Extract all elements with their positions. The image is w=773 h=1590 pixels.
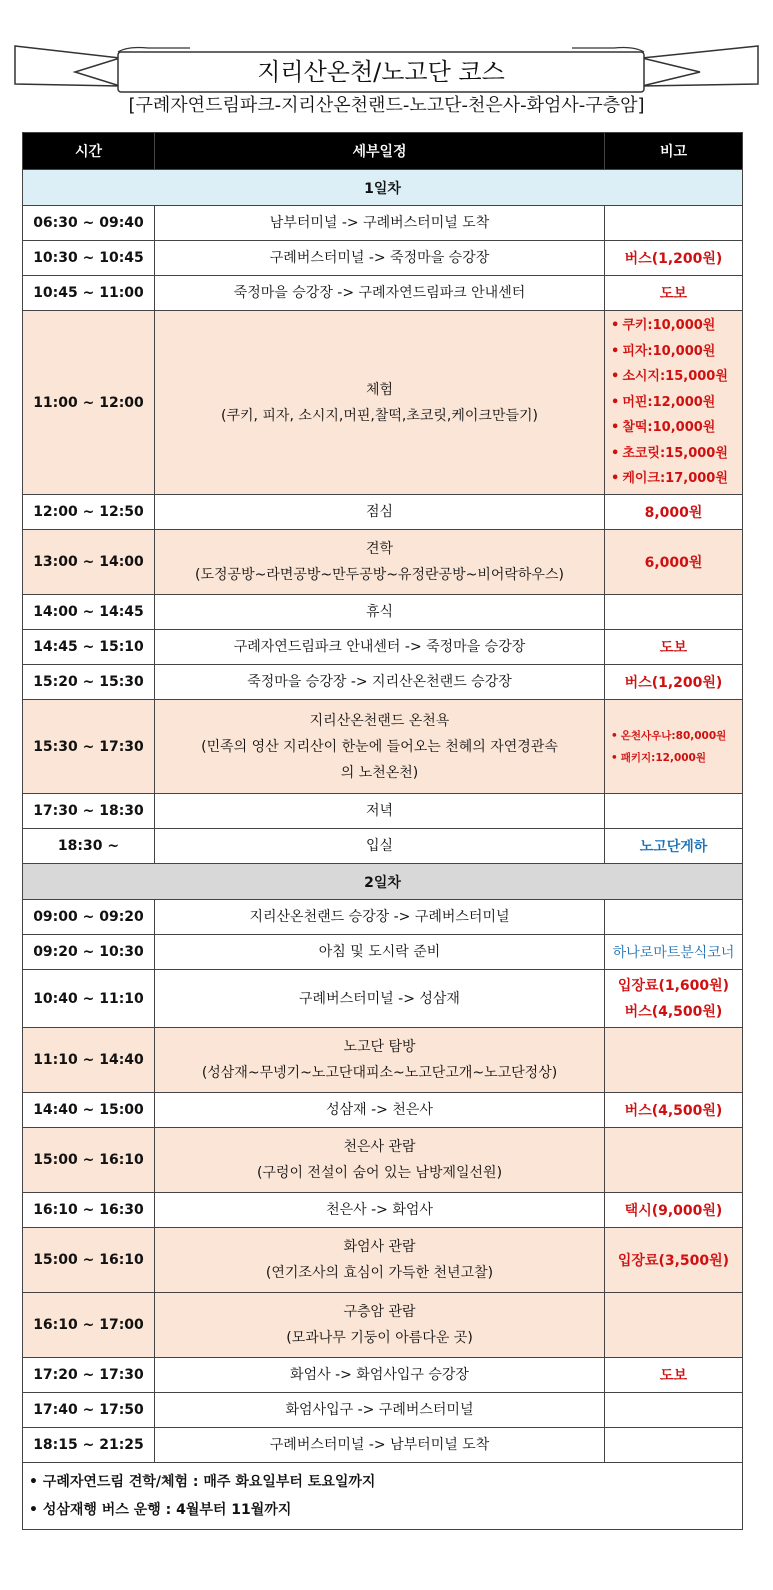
- note-cell: 입장료(3,500원): [605, 1228, 743, 1293]
- note-cell: 도보: [605, 630, 743, 665]
- detail-cell: [155, 1193, 605, 1228]
- note-cell: [605, 970, 743, 1028]
- note-cell: 8,000원: [605, 495, 743, 530]
- price-item: • 케이크:17,000원: [611, 471, 728, 487]
- detail-cell: [155, 1358, 605, 1393]
- table-row: [23, 311, 743, 495]
- table-row: [23, 1393, 743, 1428]
- detail-cell: [155, 206, 605, 241]
- detail-line: 성삼재 -> 천은사: [326, 1102, 433, 1118]
- table-row: [23, 935, 743, 970]
- detail-line: (쿠키, 피자, 소시지,머핀,찰떡,초코릿,케이크만들기): [220, 407, 538, 424]
- table-row: [23, 665, 743, 700]
- detail-line: 노고단 탐방: [343, 1039, 416, 1055]
- note-cell: 버스(1,200원): [605, 665, 743, 700]
- time-cell: 11:10 ~ 14:40: [23, 1028, 155, 1093]
- detail-line: 구례자연드림파크 안내센터 -> 죽정마을 승강장: [233, 639, 526, 655]
- table-row: [23, 794, 743, 829]
- table-row: [23, 206, 743, 241]
- table-row: [23, 1228, 743, 1293]
- detail-line: 구례버스터미널 -> 죽정마을 승강장: [269, 250, 490, 266]
- time-cell: 14:45 ~ 15:10: [23, 630, 155, 665]
- price-item: • 소시지:15,000원: [611, 369, 728, 385]
- detail-line: 죽정마을 승강장 -> 구례자연드림파크 안내센터: [233, 285, 526, 301]
- bullet-icon: •: [611, 369, 620, 385]
- price-item: • 피자:10,000원: [611, 343, 716, 359]
- detail-cell: [155, 665, 605, 700]
- table-row: [23, 595, 743, 630]
- time-cell: 14:40 ~ 15:00: [23, 1093, 155, 1128]
- detail-cell: [155, 1228, 605, 1293]
- price-item: • 찰떡:10,000원: [611, 420, 716, 436]
- footer-note: • 성삼재행 버스 운행 : 4월부터 11월까지: [29, 1502, 292, 1518]
- page-title: 지리산온천/노고단 코스: [257, 58, 505, 86]
- time-cell: 11:00 ~ 12:00: [23, 311, 155, 495]
- detail-line: 구층암 관람: [343, 1304, 416, 1320]
- detail-line: (모과나무 기둥이 아름다운 곳): [286, 1330, 473, 1346]
- detail-cell: [155, 495, 605, 530]
- note-cell: 도보: [605, 1358, 743, 1393]
- table-row: [23, 1093, 743, 1128]
- bullet-icon: •: [611, 420, 620, 436]
- note-cell: [605, 1028, 743, 1093]
- note-cell: 6,000원: [605, 530, 743, 595]
- detail-cell: [155, 1393, 605, 1428]
- detail-line: 견학: [365, 541, 394, 557]
- detail-line: 천은사 관람: [343, 1139, 416, 1155]
- day2-label: 2일차: [23, 864, 743, 900]
- time-cell: 10:45 ~ 11:00: [23, 276, 155, 311]
- time-cell: 18:15 ~ 21:25: [23, 1428, 155, 1463]
- time-cell: 17:20 ~ 17:30: [23, 1358, 155, 1393]
- detail-line: 휴식: [365, 604, 394, 620]
- detail-line: 지리산온천랜드 온천욕: [309, 712, 450, 729]
- day1-label: 1일차: [23, 170, 743, 206]
- time-cell: 18:30 ~: [23, 829, 155, 864]
- detail-cell: [155, 630, 605, 665]
- note-cell: [605, 1293, 743, 1358]
- time-cell: 15:00 ~ 16:10: [23, 1228, 155, 1293]
- bullet-icon: •: [611, 343, 620, 359]
- table-row: [23, 970, 743, 1028]
- note-cell: [605, 794, 743, 829]
- detail-cell: [155, 311, 605, 495]
- detail-line: 저녁: [365, 803, 394, 819]
- price-list: [605, 725, 742, 769]
- detail-cell: [155, 276, 605, 311]
- note-cell: 노고단게하: [605, 829, 743, 864]
- time-cell: 17:40 ~ 17:50: [23, 1393, 155, 1428]
- note-cell: 택시(9,000원): [605, 1193, 743, 1228]
- detail-line: 구례버스터미널 -> 성삼재: [299, 990, 460, 1007]
- note-cell: 하나로마트분식코너: [605, 935, 743, 970]
- detail-line: 체험: [365, 381, 394, 398]
- time-cell: 10:40 ~ 11:10: [23, 970, 155, 1028]
- detail-cell: [155, 530, 605, 595]
- bullet-icon: •: [611, 394, 620, 410]
- detail-cell: [155, 970, 605, 1028]
- table-row: [23, 630, 743, 665]
- note-cell: 도보: [605, 276, 743, 311]
- note-cell: 버스(4,500원): [605, 1093, 743, 1128]
- header-note: 비고: [605, 133, 743, 170]
- note-cell: [605, 206, 743, 241]
- detail-line: 화엄사 -> 화엄사입구 승강장: [290, 1367, 469, 1383]
- table-row: [23, 276, 743, 311]
- time-cell: 09:20 ~ 10:30: [23, 935, 155, 970]
- detail-line: (구렁이 전설이 숨어 있는 남방제일선원): [256, 1165, 503, 1181]
- detail-line: 죽정마을 승강장 -> 지리산온천랜드 승강장: [247, 674, 512, 690]
- note-cell: [605, 1428, 743, 1463]
- table-row: [23, 829, 743, 864]
- time-cell: 14:00 ~ 14:45: [23, 595, 155, 630]
- note-cell: [605, 1393, 743, 1428]
- detail-cell: [155, 1028, 605, 1093]
- detail-line: 천은사 -> 화엄사: [326, 1202, 433, 1218]
- detail-line: (연기조사의 효심이 가득한 천년고찰): [265, 1265, 494, 1281]
- table-row: [23, 1293, 743, 1358]
- detail-cell: [155, 1128, 605, 1193]
- price-item: • 패키지:12,000원: [611, 751, 707, 764]
- time-cell: 15:30 ~ 17:30: [23, 700, 155, 794]
- header-detail: 세부일정: [155, 133, 605, 170]
- detail-cell: [155, 595, 605, 630]
- bullet-icon: •: [611, 751, 618, 764]
- header-time: 시간: [23, 133, 155, 170]
- detail-cell: [155, 1093, 605, 1128]
- table-row: [23, 495, 743, 530]
- bullet-icon: •: [611, 318, 620, 334]
- footer-notes: [23, 1463, 743, 1530]
- price-item: • 머핀:12,000원: [611, 394, 716, 410]
- detail-cell: [155, 900, 605, 935]
- detail-line: 화엄사입구 -> 구례버스터미널: [285, 1402, 474, 1418]
- day2-row: [23, 864, 743, 900]
- detail-cell: [155, 1293, 605, 1358]
- detail-cell: [155, 829, 605, 864]
- detail-cell: [155, 1428, 605, 1463]
- detail-line: 입실: [365, 838, 394, 854]
- note-cell: [605, 1128, 743, 1193]
- time-cell: 13:00 ~ 14:00: [23, 530, 155, 595]
- table-row: [23, 1358, 743, 1393]
- table-row: [23, 1428, 743, 1463]
- table-row: [23, 900, 743, 935]
- table-row: [23, 700, 743, 794]
- table-row: [23, 1193, 743, 1228]
- time-cell: 12:00 ~ 12:50: [23, 495, 155, 530]
- detail-cell: [155, 935, 605, 970]
- note-cell: [605, 900, 743, 935]
- detail-line: 구례버스터미널 -> 남부터미널 도착: [269, 1437, 490, 1453]
- time-cell: 16:10 ~ 17:00: [23, 1293, 155, 1358]
- detail-line: 지리산온천랜드 승강장 -> 구례버스터미널: [249, 909, 510, 925]
- time-cell: 09:00 ~ 09:20: [23, 900, 155, 935]
- price-item: • 쿠키:10,000원: [611, 318, 716, 334]
- time-cell: 15:20 ~ 15:30: [23, 665, 155, 700]
- time-cell: 17:30 ~ 18:30: [23, 794, 155, 829]
- detail-line: (민족의 영산 지리산이 한눈에 들어오는 천혜의 자연경관속: [201, 738, 558, 755]
- day1-row: [23, 170, 743, 206]
- note-line: 입장료(1,600원): [617, 977, 730, 994]
- note-line: 버스(4,500원): [624, 1003, 723, 1020]
- footer-note: • 구례자연드림 견학/체험 : 매주 화요일부터 토요일까지: [29, 1474, 376, 1490]
- price-item: • 온천사우나:80,000원: [611, 729, 727, 742]
- time-cell: 10:30 ~ 10:45: [23, 241, 155, 276]
- detail-cell: [155, 700, 605, 794]
- time-cell: 15:00 ~ 16:10: [23, 1128, 155, 1193]
- route-subtitle: [구례자연드림파크-지리산온천랜드-노고단-천은사-화엄사-구층암]: [128, 95, 645, 116]
- bullet-icon: •: [611, 445, 620, 461]
- schedule-table: [22, 132, 743, 1530]
- note-cell: [605, 311, 743, 495]
- table-row: [23, 530, 743, 595]
- price-list: [605, 313, 742, 492]
- price-item: • 초코릿:15,000원: [611, 445, 728, 461]
- detail-line: 아침 및 도시락 준비: [318, 944, 441, 960]
- detail-line: (도정공방~라면공방~만두공방~유정란공방~비어락하우스): [195, 567, 564, 583]
- detail-line: (성삼재~무넹기~노고단대피소~노고단고개~노고단정상): [201, 1065, 558, 1081]
- detail-line: 의 노천온천): [340, 764, 419, 781]
- detail-line: 남부터미널 -> 구례버스터미널 도착: [269, 215, 490, 231]
- time-cell: 06:30 ~ 09:40: [23, 206, 155, 241]
- note-cell: [605, 595, 743, 630]
- bullet-icon: •: [611, 471, 620, 487]
- footer-row: [23, 1463, 743, 1530]
- detail-cell: [155, 241, 605, 276]
- detail-cell: [155, 794, 605, 829]
- detail-line: 화엄사 관람: [343, 1239, 416, 1255]
- header-row: [23, 133, 743, 170]
- note-cell: [605, 700, 743, 794]
- note-cell: 버스(1,200원): [605, 241, 743, 276]
- detail-line: 점심: [365, 504, 394, 520]
- table-row: [23, 1128, 743, 1193]
- bullet-icon: •: [611, 729, 618, 742]
- time-cell: 16:10 ~ 16:30: [23, 1193, 155, 1228]
- table-row: [23, 241, 743, 276]
- table-row: [23, 1028, 743, 1093]
